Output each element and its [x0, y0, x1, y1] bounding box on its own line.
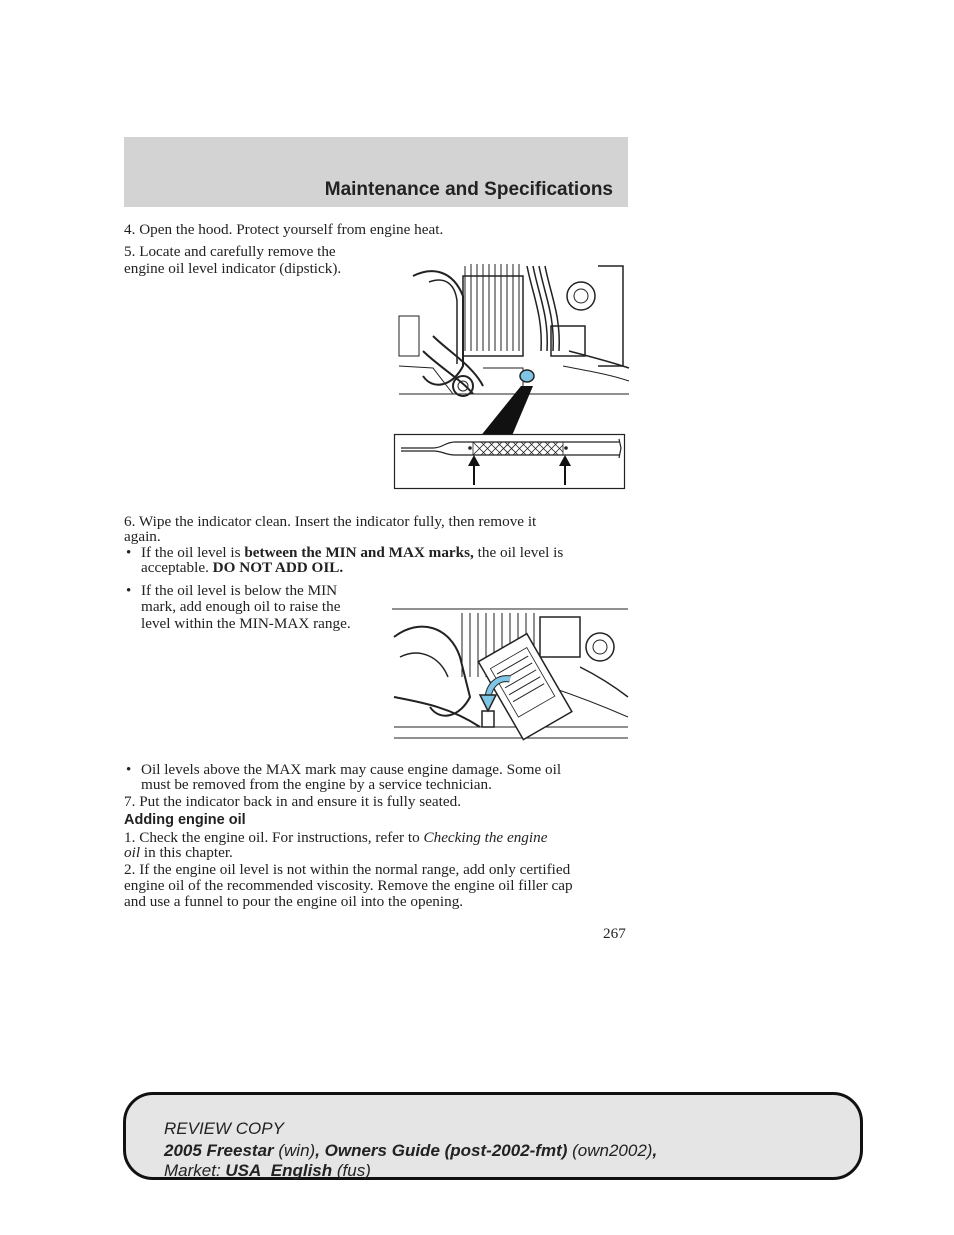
chapter-reference: Checking the engine — [423, 829, 548, 846]
add-oil-illustration — [390, 607, 630, 743]
adding-step-2-line-3: and use a funnel to pour the engine oil into the opening. — [124, 893, 464, 910]
bullet-1-line-2-text: acceptable. — [141, 559, 213, 576]
adding-step-2-line-1: 2. If the engine oil level is not within the normal range, add only certified — [124, 861, 571, 878]
chapter-reference-end: oil — [124, 844, 141, 861]
bullet-1-line-2 — [141, 560, 343, 576]
bullet-2-line-2: mark, add enough oil to raise the — [141, 598, 341, 615]
bullet-3-line-1: Oil levels above the MAX mark may cause engine damage. Some oil — [141, 761, 562, 778]
step-4-text: 4. Open the hood. Protect yourself from engine heat. — [124, 221, 444, 238]
bullet-1-text-end: the oil level is — [473, 544, 564, 561]
review-copy-box — [123, 1092, 863, 1180]
bullet-1-warning: DO NOT ADD OIL. — [212, 559, 344, 576]
guide-code: (own2002) — [567, 1141, 653, 1160]
bullet-marker: • — [126, 545, 132, 561]
adding-oil-heading: Adding engine oil — [124, 812, 246, 828]
document-info-line-2 — [164, 1161, 371, 1180]
bullet-2-line-3: level within the MIN-MAX range. — [141, 615, 351, 632]
dipstick-location-illustration — [393, 256, 633, 492]
adding-step-1-text-end: in this chapter. — [140, 844, 233, 861]
market-label: Market: — [164, 1161, 226, 1180]
step-6-line-1: 6. Wipe the indicator clean. Insert the indicator fully, then remove it — [124, 513, 537, 530]
market-value: USA_English — [225, 1161, 333, 1180]
bullet-3-line-2: must be removed from the engine by a service technician. — [141, 776, 492, 793]
step-6-line-2: again. — [124, 528, 161, 545]
guide-title: , Owners Guide (post-2002-fmt) — [315, 1141, 568, 1160]
step-7-text: 7. Put the indicator back in and ensure it is fully seated. — [124, 793, 461, 810]
model-code: (win) — [273, 1141, 316, 1160]
separator: , — [652, 1141, 658, 1160]
document-info-line-1 — [164, 1141, 657, 1160]
bullet-2-line-1: If the oil level is below the MIN — [141, 582, 338, 599]
market-code: (fus) — [332, 1161, 371, 1180]
step-5-line-1: 5. Locate and carefully remove the — [124, 243, 336, 260]
adding-step-1-text: 1. Check the engine oil. For instructions, refer to — [124, 829, 424, 846]
bullet-marker: • — [126, 583, 132, 599]
section-title: Maintenance and Specifications — [324, 179, 613, 200]
section-header — [124, 137, 628, 207]
bullet-1-text: If the oil level is — [141, 544, 245, 561]
bullet-1-bold: between the MIN and MAX marks, — [244, 544, 474, 561]
review-copy-label: REVIEW COPY — [164, 1119, 284, 1138]
page-number: 267 — [603, 925, 626, 942]
adding-step-2-line-2: engine oil of the recommended viscosity. Remove the engine oil filler cap — [124, 877, 573, 894]
vehicle-model: 2005 Freestar — [164, 1141, 274, 1160]
adding-step-1-line-2 — [124, 845, 233, 861]
bullet-marker: • — [126, 762, 132, 778]
step-5-line-2: engine oil level indicator (dipstick). — [124, 260, 342, 277]
